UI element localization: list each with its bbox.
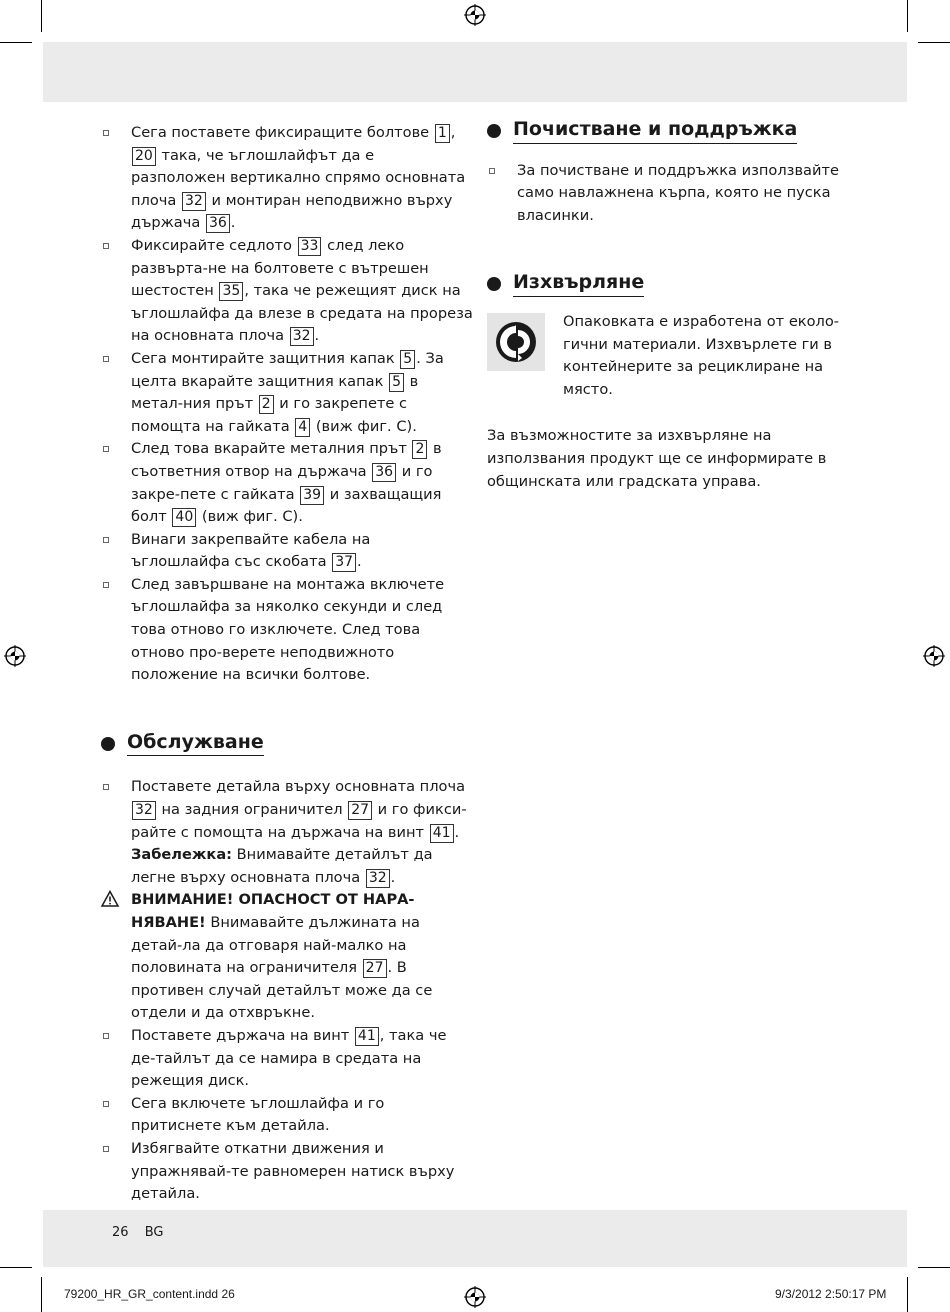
list-item (101, 1093, 473, 1138)
item-text: и захващащия болт (131, 485, 442, 526)
green-dot-recycling-icon (487, 313, 545, 371)
square-bullet-icon (103, 537, 109, 543)
square-bullet-icon (103, 130, 109, 136)
item-text: в метал-ния прът (131, 372, 419, 413)
item-text: и го закрепете с помощта на гайката (131, 395, 408, 435)
list-item (101, 348, 473, 438)
section-heading-service: Обслужване (101, 731, 473, 757)
crop-mark (0, 42, 32, 43)
reference-number: 1 (435, 124, 450, 143)
reference-number: 32 (366, 869, 390, 888)
item-text: . (454, 823, 460, 841)
list-item (101, 1025, 473, 1093)
heading-bullet-icon (487, 124, 501, 138)
bold-text: Забележка: (131, 846, 233, 864)
square-bullet-icon (103, 582, 109, 588)
list-item (101, 574, 473, 687)
item-text: . В противен случай детайлът може да се отдели и да отхвръкне. (131, 959, 433, 1022)
slug-timestamp: 9/3/2012 2:50:17 PM (775, 1287, 887, 1301)
item-text: и го закре-пете с гайката (131, 462, 433, 503)
crop-mark (0, 1267, 32, 1268)
item-text: . За целта вкарайте защитния капак (131, 349, 444, 390)
heading-bullet-icon (487, 277, 501, 291)
item-text: след леко развърта-не на болтовете с вътрешен шестостен (131, 236, 429, 300)
list-item: За почистване и поддръжка използвайте само навлажнена кърпа, която не пуска власинки. (487, 160, 867, 228)
crop-mark (41, 0, 42, 32)
item-text: Винаги закрепвайте кабела на ъглошлайфа със скобата (131, 530, 371, 571)
reference-number: 40 (172, 508, 196, 527)
square-bullet-icon (103, 1146, 109, 1152)
bold-text: ВНИМАНИЕ! ОПАСНОСТ ОТ НАРА-НЯВАНЕ! (131, 891, 415, 931)
service-steps-list (101, 776, 473, 1205)
reference-number: 5 (400, 350, 415, 369)
packaging-text: Опаковката е изработена от еколо-гични материали. Изхвърлете ги в контейнерите за рециклиране на място. (563, 312, 840, 398)
square-bullet-icon (103, 784, 109, 790)
cleaning-list (487, 160, 867, 228)
crosshair-registration-icon (464, 4, 486, 26)
item-text: (виж фиг. C). (197, 508, 303, 526)
item-text: , (450, 124, 456, 141)
crosshair-registration-icon (923, 645, 945, 667)
item-text: Внимавайте детайлът да легне върху основната плоча (131, 846, 433, 886)
item-text: Сега включете ъглошлайфа и го притиснете към детайла. (131, 1094, 385, 1135)
item-text: Сега поставете фиксиращите болтове (131, 124, 434, 141)
crosshair-registration-icon (4, 645, 26, 667)
item-text: , така че режещият диск на ъглошлайфа да влезе в средата на прореза на основната плоча (131, 282, 473, 345)
reference-number: 5 (389, 373, 404, 392)
heading-bullet-icon (101, 737, 115, 751)
item-text: в съответния отвор на държача (131, 440, 442, 480)
list-item (101, 1138, 473, 1206)
item-text: . (230, 214, 236, 232)
item-text: . (357, 553, 362, 571)
square-bullet-icon (489, 168, 495, 174)
list-item (101, 529, 473, 574)
item-text: и го фикси-райте с помощта на държача на винт (131, 801, 467, 841)
warning-triangle-icon (101, 890, 119, 908)
item-text: Внимавайте дължината на детай-ла да отговаря най-малко на половината на ограничителя (131, 914, 420, 977)
crop-mark (918, 42, 950, 43)
square-bullet-icon (103, 446, 109, 452)
reference-number: 4 (295, 418, 310, 437)
item-text: Избягвайте откатни движения и упражнявай-те равномерен натиск върху детайла. (131, 1139, 455, 1203)
crop-mark (41, 1277, 42, 1312)
square-bullet-icon (103, 1101, 109, 1107)
reference-number: 36 (206, 214, 230, 233)
reference-number: 32 (132, 801, 156, 820)
item-text: . (314, 327, 320, 345)
item-text: След завършване на монтажа включете ъглошлайфа за няколко секунди и след това отново го изключете. След това отново про-верете неподвижното положение на всички болтове. (131, 575, 445, 684)
reference-number: 27 (348, 801, 372, 820)
crop-mark (918, 1267, 950, 1268)
item-text: , така че де-тайлът да се намира в средата на режещия диск. (131, 1026, 447, 1090)
list-item (101, 235, 473, 348)
section-heading-cleaning: Почистване и поддръжка (487, 118, 867, 144)
list-item (101, 776, 473, 889)
square-bullet-icon (103, 243, 109, 249)
reference-number: 39 (300, 486, 324, 505)
disposal-paragraph: За възможностите за изхвърляне на използвания продукт ще се информирате в общинската или градската управа. (487, 427, 827, 490)
item-text: Поставете детайла върху основната плоча (131, 778, 466, 796)
right-column (487, 118, 867, 493)
section-heading-disposal: Изхвърляне (487, 271, 867, 297)
item-text: . (390, 868, 396, 886)
item-text: така, че ъглошлайфът да е разположен вертикално спрямо основната плоча (131, 146, 466, 209)
reference-number: 32 (290, 327, 314, 346)
reference-number: 37 (332, 553, 356, 572)
page-number: 26 (112, 1225, 129, 1240)
header-band (43, 42, 907, 102)
reference-number: 2 (412, 440, 427, 459)
list-item (101, 438, 473, 528)
list-item (101, 122, 473, 235)
reference-number: 41 (355, 1027, 379, 1046)
assembly-steps-list (101, 122, 473, 687)
item-text: (виж фиг. C). (311, 417, 417, 435)
crop-mark (907, 0, 908, 32)
reference-number: 41 (430, 824, 454, 843)
item-text: След това вкарайте металния прът (131, 440, 412, 458)
packaging-info (487, 311, 867, 401)
slug-filename: 79200_HR_GR_content.indd 26 (64, 1287, 235, 1301)
crop-mark (907, 1277, 908, 1312)
item-text: и монтиран неподвижно върху държача (131, 191, 453, 232)
item-text: Сега монтирайте защитния капак (131, 349, 400, 367)
crosshair-registration-icon (464, 1286, 486, 1308)
item-text: Поставете държача на винт (131, 1026, 354, 1044)
language-code: BG (144, 1225, 164, 1240)
reference-number: 20 (132, 147, 156, 166)
reference-number: 33 (298, 237, 322, 256)
page-footer (112, 1225, 175, 1240)
reference-number: 27 (363, 959, 387, 978)
warning-item (101, 889, 473, 1025)
square-bullet-icon (103, 1033, 109, 1039)
reference-number: 35 (219, 282, 243, 301)
reference-number: 2 (259, 395, 274, 414)
item-text: на задния ограничител (156, 801, 348, 819)
item-text: Фиксирайте седлото (131, 236, 297, 254)
reference-number: 36 (372, 463, 396, 482)
square-bullet-icon (103, 356, 109, 362)
reference-number: 32 (182, 192, 206, 211)
left-column (101, 122, 473, 1206)
